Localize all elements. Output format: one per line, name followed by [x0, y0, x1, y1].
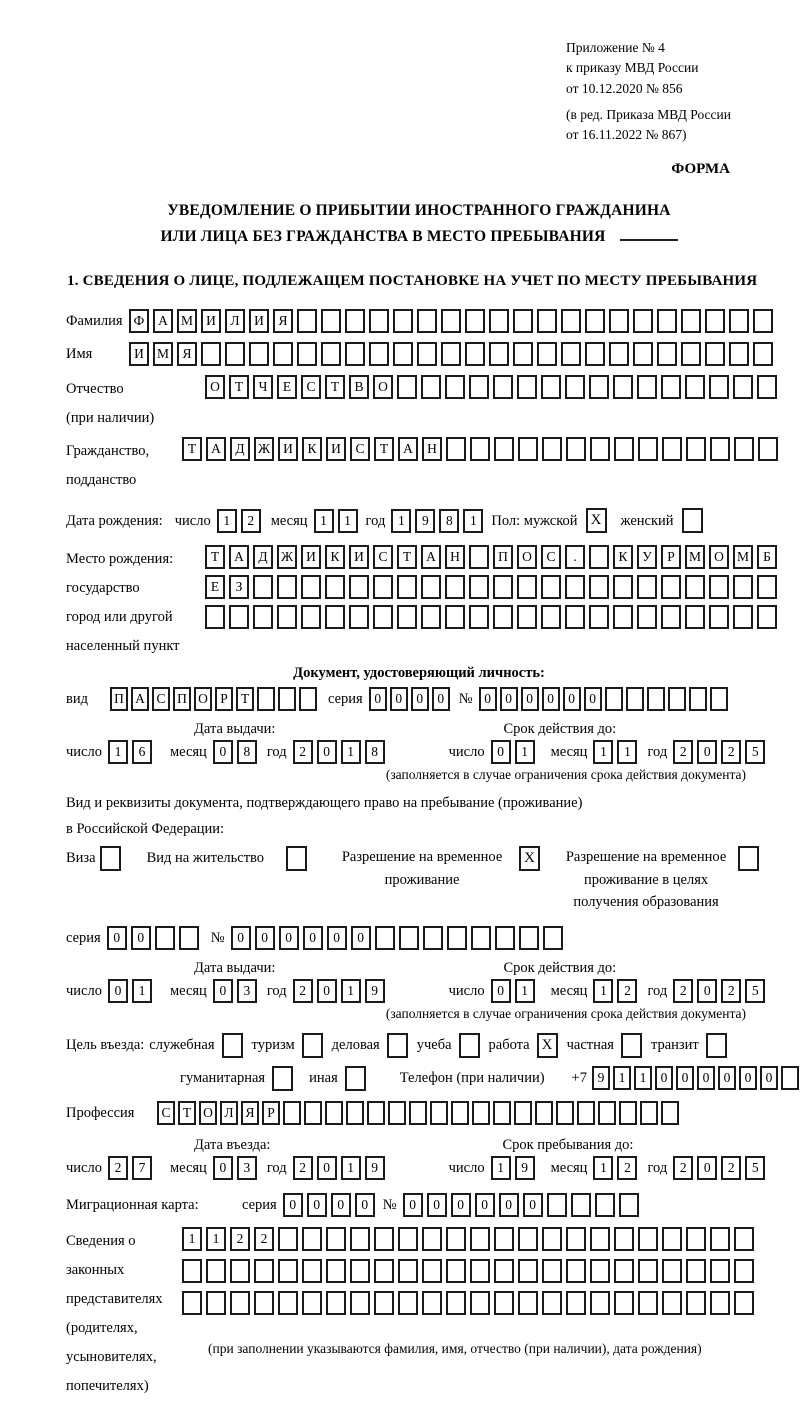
purpose-study-checkbox[interactable] [459, 1033, 484, 1058]
representatives-row1-cells[interactable]: 1 1 2 2 [182, 1227, 758, 1251]
patronymic-label-line1: Отчество [66, 381, 124, 398]
purpose-other-label: иная [309, 1069, 338, 1086]
doc-valid-day-label: число [448, 744, 485, 761]
purpose-work-label: работа [488, 1036, 530, 1053]
doc-valid-month-cells[interactable]: 1 1 [593, 740, 641, 764]
purpose-humanitarian-label: гуманитарная [180, 1069, 266, 1086]
stay-year-label: год [647, 1159, 668, 1176]
temp-residence-permit-label [333, 846, 511, 891]
appendix-header [566, 38, 762, 145]
representatives-label-line1: Сведения о [66, 1232, 136, 1249]
doc-issue-day-cells[interactable]: 1 6 [108, 740, 156, 764]
purpose-private-checkbox[interactable] [621, 1033, 646, 1058]
representatives-rows [182, 1227, 758, 1357]
entry-year-cells[interactable]: 2 0 1 9 [293, 1156, 389, 1180]
representatives-note: (при заполнении указываются фамилия, имя, отчество (при наличии), дата рождения) [208, 1340, 702, 1356]
purpose-study-label: учеба [416, 1036, 452, 1053]
migration-series-cells[interactable]: 0 0 0 0 [283, 1193, 379, 1217]
form-title-line-2: ИЛИ ЛИЦА БЕЗ ГРАЖДАНСТВА В МЕСТО ПРЕБЫВАНИЯ [160, 227, 606, 245]
purpose-other-checkbox[interactable] [345, 1066, 369, 1091]
profession-label: Профессия [66, 1104, 135, 1121]
stay-month-cells[interactable]: 1 2 [593, 1156, 641, 1180]
birth-date-label: Дата рождения: [66, 512, 163, 529]
citizenship-label-line1: Гражданство, [66, 443, 150, 460]
doc-issue-year-label: год [266, 744, 287, 761]
entry-day-label: число [66, 1159, 102, 1176]
entry-day-cells[interactable]: 2 7 [108, 1156, 156, 1180]
residence-permit-label: Вид на жительство [146, 850, 265, 867]
birth-place-row1-cells[interactable]: Т А Д Ж И К И С Т А Н П О С . К У Р М О М Б [205, 545, 781, 569]
stay-month-label: месяц [550, 1159, 588, 1176]
identity-doc-heading: Документ, удостоверяющий личность: [293, 665, 545, 682]
arrival-notification-form [0, 38, 800, 1394]
doc-valid-month-label: месяц [550, 744, 588, 761]
stay-until-title: Срок пребывания до: [502, 1136, 634, 1153]
residence-doc-line1: Вид и реквизиты документа, подтверждающего право на пребывание (проживание) [66, 795, 583, 812]
temp-permit-label-line1: Разрешение на временное [341, 849, 503, 866]
representatives-label-line3: представителях [66, 1290, 163, 1307]
birth-day-cells[interactable]: 1 2 [217, 509, 265, 533]
entry-month-label: месяц [169, 1159, 207, 1176]
residence-doc-line2: в Российской Федерации: [66, 821, 225, 838]
birth-month-cells[interactable]: 1 1 [314, 509, 362, 533]
permit-issue-month-label: месяц [169, 982, 207, 999]
birth-place-rows [205, 545, 781, 635]
form-label: ФОРМА [671, 161, 730, 178]
visa-label: Виза [66, 850, 96, 867]
sex-male-label: Пол: мужской [491, 512, 578, 529]
doc-type-cells[interactable]: П А С П О Р Т [110, 687, 320, 711]
purpose-official-label: служебная [149, 1036, 215, 1053]
doc-issue-month-label: месяц [169, 744, 207, 761]
residence-permit-checkbox[interactable] [286, 846, 311, 871]
permit-issue-month-cells[interactable]: 0 3 [213, 979, 261, 1003]
birth-month-label: месяц [270, 512, 308, 529]
representatives-row2-cells[interactable] [182, 1259, 758, 1283]
header-line-4: (в ред. Приказа МВД России [566, 106, 731, 122]
phone-label: Телефон (при наличии) [399, 1069, 545, 1086]
doc-valid-title: Срок действия до: [503, 721, 617, 738]
sex-male-checkbox[interactable]: X [586, 508, 611, 533]
permit-issue-day-label: число [66, 982, 102, 999]
phone-cells[interactable]: 9 1 1 0 0 0 0 0 0 [592, 1066, 800, 1090]
doc-issue-month-cells[interactable]: 0 8 [213, 740, 261, 764]
phone-prefix: +7 [571, 1069, 587, 1086]
doc-number-label: № [458, 691, 473, 708]
migration-number-cells[interactable]: 0 0 0 0 0 0 [403, 1193, 643, 1217]
birth-place-row2-cells[interactable]: Е З [205, 575, 781, 599]
stay-day-cells[interactable]: 1 9 [491, 1156, 539, 1180]
representatives-row3-cells[interactable] [182, 1291, 758, 1315]
doc-issue-title: Дата выдачи: [194, 721, 276, 738]
form-title-line-1: УВЕДОМЛЕНИЕ О ПРИБЫТИИ ИНОСТРАННОГО ГРАЖДАНИНА [167, 202, 671, 220]
purpose-transit-label: транзит [650, 1036, 699, 1053]
section1-heading: 1. СВЕДЕНИЯ О ЛИЦЕ, ПОДЛЕЖАЩЕМ ПОСТАНОВКЕ НА УЧЕТ ПО МЕСТУ ПРЕБЫВАНИЯ [67, 273, 758, 290]
purpose-private-label: частная [566, 1036, 614, 1053]
doc-issue-year-cells[interactable]: 2 0 1 8 [293, 740, 389, 764]
permit-series-label: серия [66, 929, 101, 946]
migration-series-label: серия [242, 1196, 277, 1213]
doc-number-cells[interactable]: 0 0 0 0 0 0 [479, 687, 731, 711]
doc-valid-day-cells[interactable]: 0 1 [491, 740, 539, 764]
permit-issue-year-label: год [266, 982, 287, 999]
permit-valid-year-label: год [647, 982, 668, 999]
permit-valid-day-cells[interactable]: 0 1 [491, 979, 539, 1003]
entry-month-cells[interactable]: 0 3 [213, 1156, 261, 1180]
surname-label: Фамилия [66, 313, 123, 330]
form-title [66, 198, 772, 249]
birth-year-cells[interactable]: 1 9 8 1 [391, 509, 487, 533]
visit-purpose-label: Цель въезда: [66, 1036, 145, 1053]
patronymic-label [66, 375, 205, 433]
entry-date-title: Дата въезда: [194, 1136, 271, 1153]
representatives-label [66, 1227, 182, 1401]
edu-permit-label-line3: получения образования [573, 894, 719, 911]
sex-female-checkbox[interactable] [682, 508, 707, 533]
birth-day-label: число [174, 512, 211, 529]
purpose-business-checkbox[interactable] [387, 1033, 412, 1058]
permit-valid-title: Срок действия до: [503, 959, 617, 976]
surname-cells[interactable]: Ф А М И Л И Я [129, 309, 777, 333]
permit-number-label: № [210, 929, 225, 946]
patronymic-cells[interactable]: О Т Ч Е С Т В О [205, 375, 781, 399]
edu-permit-label-line2: проживание в целях [583, 871, 709, 888]
visa-checkbox[interactable] [100, 846, 125, 871]
edu-residence-permit-checkbox[interactable] [738, 846, 763, 871]
permit-valid-month-cells[interactable]: 1 2 [593, 979, 641, 1003]
doc-series-cells[interactable]: 0 0 0 0 [369, 687, 453, 711]
patronymic-label-line2: (при наличии) [66, 410, 155, 427]
permit-valid-month-label: месяц [550, 982, 588, 999]
purpose-work-checkbox[interactable]: X [537, 1033, 562, 1058]
purpose-tourism-checkbox[interactable] [302, 1033, 327, 1058]
doc-type-label: вид [66, 691, 88, 708]
temp-residence-permit-checkbox[interactable]: X [519, 846, 544, 871]
permit-valid-year-cells[interactable]: 2 0 2 5 [673, 979, 769, 1003]
representatives-label-line6: попечителях) [66, 1377, 149, 1394]
migration-card-label: Миграционная карта: [66, 1196, 199, 1213]
birth-place-label-line2: государство [66, 580, 140, 597]
doc-valid-year-label: год [647, 744, 668, 761]
permit-series-cells[interactable]: 0 0 [107, 926, 203, 950]
given-name-cells[interactable]: И М Я [129, 342, 777, 366]
permit-number-cells[interactable]: 0 0 0 0 0 0 [231, 926, 567, 950]
profession-cells[interactable]: С Т О Л Я Р [157, 1101, 682, 1125]
title-underline [620, 239, 678, 241]
purpose-official-checkbox[interactable] [222, 1033, 247, 1058]
birth-place-label [66, 545, 205, 661]
citizenship-label [66, 437, 182, 495]
purpose-humanitarian-checkbox[interactable] [272, 1066, 296, 1091]
header-line-2: к приказу МВД России [566, 60, 699, 76]
birth-year-label: год [365, 512, 386, 529]
permit-issue-title: Дата выдачи: [194, 959, 276, 976]
permit-validity-note: (заполняется в случае ограничения срока действия документа) [385, 1005, 746, 1021]
permit-issue-year-cells[interactable]: 2 0 1 9 [293, 979, 389, 1003]
purpose-tourism-label: туризм [251, 1036, 295, 1053]
sex-female-label: женский [620, 512, 674, 529]
purpose-transit-checkbox[interactable] [706, 1033, 731, 1058]
stay-year-cells[interactable]: 2 0 2 5 [673, 1156, 769, 1180]
header-line-5: от 16.11.2022 № 867) [566, 127, 687, 142]
edu-permit-label-line1: Разрешение на временное [565, 849, 727, 866]
permit-issue-day-cells[interactable]: 0 1 [108, 979, 156, 1003]
header-line-1: Приложение № 4 [566, 40, 665, 55]
representatives-label-line4: (родителях, [66, 1319, 138, 1336]
birth-place-label-line3: город или другой [66, 609, 173, 626]
doc-series-label: серия [328, 691, 363, 708]
permit-valid-day-label: число [448, 982, 485, 999]
citizenship-label-line2: подданство [66, 472, 137, 489]
entry-year-label: год [266, 1159, 287, 1176]
citizenship-cells[interactable]: Т А Д Ж И К И С Т А Н [182, 437, 782, 461]
edu-residence-permit-label [560, 846, 732, 913]
representatives-label-line5: усыновителях, [66, 1348, 157, 1365]
header-line-3: от 10.12.2020 № 856 [566, 80, 683, 96]
doc-valid-year-cells[interactable]: 2 0 2 5 [673, 740, 769, 764]
stay-day-label: число [448, 1159, 485, 1176]
temp-permit-label-line2: проживание [384, 871, 460, 888]
purpose-business-label: деловая [331, 1036, 380, 1053]
birth-place-label-line4: населенный пункт [66, 638, 180, 655]
given-name-label: Имя [66, 346, 93, 363]
migration-number-label: № [382, 1196, 397, 1213]
doc-validity-note: (заполняется в случае ограничения срока действия документа) [385, 767, 746, 783]
birth-place-row3-cells[interactable] [205, 605, 781, 629]
representatives-label-line2: законных [66, 1261, 125, 1278]
doc-issue-day-label: число [66, 744, 102, 761]
birth-place-label-line1: Место рождения: [66, 551, 174, 568]
